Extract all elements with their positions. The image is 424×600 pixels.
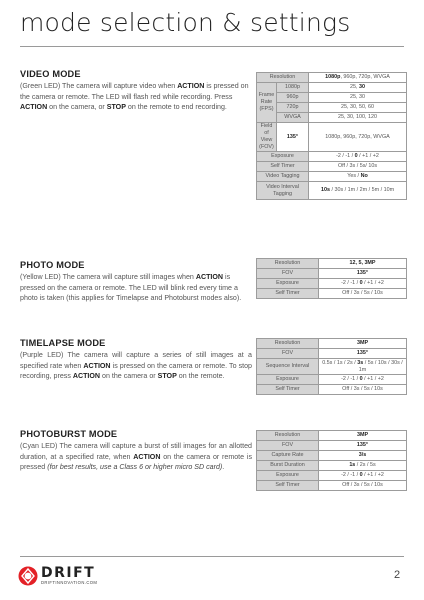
settings-row <box>257 375 407 385</box>
setting-value <box>319 269 407 279</box>
settings-row <box>257 461 407 471</box>
video-fov-label: Field of View (FOV) <box>257 123 277 152</box>
text-run: (Green LED) The camera will capture video when <box>20 82 178 90</box>
frame-rate-value-960p <box>309 93 407 103</box>
timelapse-mode-description <box>20 350 252 382</box>
emphasis-text: 3MP <box>356 432 369 438</box>
text-run: 1080p, 960p, 720p, WVGA <box>325 133 390 140</box>
setting-label: Burst Duration <box>257 461 319 471</box>
setting-value <box>319 441 407 451</box>
settings-row <box>257 349 407 359</box>
setting-value <box>319 451 407 461</box>
text-run: 25, <box>350 84 360 90</box>
video-resolution-label: Resolution <box>257 73 309 83</box>
photo-settings-table <box>256 258 407 299</box>
photoburst-mode-title: PHOTOBURST MODE <box>20 429 118 439</box>
settings-row <box>257 339 407 349</box>
setting-label: Resolution <box>257 431 319 441</box>
settings-row <box>257 259 407 269</box>
setting-value <box>319 279 407 289</box>
video-fov-value <box>309 123 407 152</box>
italic-note: (for best results, use a Class 6 or higher micro SD card) <box>47 463 223 472</box>
frame-rate-res-720p: 720p <box>277 103 309 113</box>
setting-label: Capture Rate <box>257 451 319 461</box>
timelapse-settings-table <box>256 338 407 395</box>
logo-wordmark: DRIFT <box>41 565 96 581</box>
text-run: 25, 30, 50, 60 <box>341 104 374 110</box>
emphasis-text: ACTION <box>72 372 101 381</box>
emphasis-text: 1s <box>349 462 356 468</box>
setting-label: Exposure <box>257 471 319 481</box>
video-self-timer-label: Self Timer <box>257 162 309 172</box>
emphasis-text: 135° <box>356 270 369 276</box>
video-settings-table <box>256 72 407 200</box>
emphasis-text: ACTION <box>133 452 161 461</box>
setting-label: Self Timer <box>257 481 319 491</box>
emphasis-text: 10s <box>320 187 330 193</box>
settings-row <box>257 279 407 289</box>
emphasis-text: 3/s <box>358 452 367 458</box>
photo-mode-title: PHOTO MODE <box>20 260 85 270</box>
frame-rate-res-1080p: 1080p <box>277 83 309 93</box>
drift-logo-mark-icon <box>18 566 38 586</box>
setting-label: Resolution <box>257 259 319 269</box>
emphasis-text: 135° <box>356 442 369 448</box>
video-exposure-label: Exposure <box>257 152 309 162</box>
settings-row <box>257 471 407 481</box>
frame-rate-value-1080p <box>309 83 407 93</box>
text-run: 25, 30 <box>350 94 366 100</box>
setting-value <box>319 461 407 471</box>
video-interval-tagging-value <box>309 182 407 200</box>
video-mode-title: VIDEO MODE <box>20 69 81 79</box>
video-self-timer-value <box>309 162 407 172</box>
photoburst-settings-table <box>256 430 407 491</box>
text-run: -2 / -1 / <box>341 280 360 286</box>
emphasis-text: ACTION <box>20 103 48 112</box>
text-run: -2 / -1 / <box>341 376 360 382</box>
text-run: on the camera or remote is pressed <box>20 452 252 472</box>
emphasis-text: No <box>360 173 368 179</box>
emphasis-text: 135° <box>356 350 369 356</box>
text-run: on the remote. <box>176 372 225 381</box>
logo-url: DRIFTINNOVATION.COM <box>41 580 98 585</box>
photo-mode-description <box>20 272 252 304</box>
emphasis-text: ACTION <box>177 82 205 90</box>
text-run: . <box>222 463 225 472</box>
text-run: (Cyan LED) The camera will capture a burst of still images for an allotted duration, at a specified rate, when <box>20 442 252 461</box>
text-run: Off / 3s / 5s/ 10s <box>337 163 378 169</box>
video-interval-tagging-label: Video Interval Tagging <box>257 182 309 200</box>
setting-value <box>319 349 407 359</box>
emphasis-text: 1080p <box>325 74 341 80</box>
video-fov-angle: 135° <box>286 133 299 140</box>
setting-label: Self Timer <box>257 385 319 395</box>
video-mode-description <box>20 81 252 113</box>
drift-logo <box>18 566 97 586</box>
setting-value <box>319 259 407 269</box>
text-run: is pressed on the camera or remote. To stop recording, press <box>20 361 252 381</box>
header-divider <box>20 46 404 47</box>
photoburst-mode-section <box>20 429 252 473</box>
text-run: on the remote to end recording. <box>125 103 227 112</box>
setting-value <box>319 431 407 441</box>
setting-value <box>319 339 407 349</box>
setting-label: FOV <box>257 269 319 279</box>
setting-label: FOV <box>257 349 319 359</box>
setting-label: FOV <box>257 441 319 451</box>
text-run: / +1 / +2 <box>362 376 384 382</box>
settings-row <box>257 289 407 299</box>
emphasis-text: STOP <box>106 103 126 112</box>
frame-rate-res-wvga: WVGA <box>277 113 309 123</box>
text-run: (Yellow LED) The camera will capture still images when <box>20 273 196 281</box>
emphasis-text: 12, 5, 3MP <box>349 260 376 266</box>
text-run: / +1 / +2 <box>362 280 384 286</box>
text-run: is pressed on the camera or remote. The LED will blink red every time a photo is taken (this applies for Timelapse and Photoburst modes also). <box>20 273 242 303</box>
frame-rate-value-wvga <box>309 113 407 123</box>
frame-rate-value-720p <box>309 103 407 113</box>
emphasis-text: STOP <box>157 372 177 381</box>
emphasis-text: 0 <box>354 153 358 159</box>
text-run: / +1 / +2 <box>357 153 379 159</box>
video-tagging-value <box>309 172 407 182</box>
setting-label: Self Timer <box>257 289 319 299</box>
emphasis-text: 0 <box>359 376 363 382</box>
text-run: (Purple LED) The camera will capture a series of still images at a specified rate when <box>20 351 252 370</box>
text-run: 0.5s / 1s / 2s / <box>322 359 358 366</box>
setting-value <box>319 385 407 395</box>
photo-mode-section <box>20 260 252 304</box>
text-run: / 5s / 10s / 30s / 1m <box>358 359 403 373</box>
text-run: , 960p, 720p, WVGA <box>340 74 390 80</box>
video-frame-rate-label: Frame Rate (FPS) <box>257 83 277 123</box>
emphasis-text: ACTION <box>83 361 111 370</box>
emphasis-text: 3MP <box>356 340 369 346</box>
text-run: on the camera, or <box>47 103 107 112</box>
setting-value <box>319 375 407 385</box>
timelapse-mode-section <box>20 338 252 382</box>
video-mode-section <box>20 69 252 113</box>
emphasis-text: 0 <box>359 472 363 478</box>
settings-row <box>257 385 407 395</box>
setting-label: Sequence Interval <box>257 359 319 375</box>
settings-row <box>257 481 407 491</box>
text-run: / +1 / +2 <box>362 472 384 478</box>
video-resolution-value <box>309 73 407 83</box>
text-run: / 30s / 1m / 2m / 5m / 10m <box>329 187 395 193</box>
photoburst-mode-description <box>20 441 252 473</box>
video-exposure-value <box>309 152 407 162</box>
settings-row <box>257 441 407 451</box>
frame-rate-res-960p: 960p <box>277 93 309 103</box>
setting-label: Exposure <box>257 279 319 289</box>
text-run: Off / 3s / 5s / 10s <box>342 386 383 392</box>
page-title: mode selection & settings <box>20 8 351 37</box>
emphasis-text: ACTION <box>195 273 224 281</box>
settings-row <box>257 269 407 279</box>
setting-label: Exposure <box>257 375 319 385</box>
setting-value <box>319 481 407 491</box>
text-run: Off / 3s / 5s / 10s <box>342 290 383 296</box>
text-run: on the camera or <box>100 372 158 381</box>
text-run: -2 / -1 / <box>336 153 355 159</box>
setting-value <box>319 289 407 299</box>
settings-row <box>257 359 407 375</box>
text-run: 25, 30, 100, 120 <box>338 114 377 120</box>
video-tagging-label: Video Tagging <box>257 172 309 182</box>
text-run: is pressed on the camera or remote. The LED will flash red while recording. Press <box>20 82 249 101</box>
settings-row <box>257 431 407 441</box>
settings-row <box>257 451 407 461</box>
emphasis-text: 3s <box>357 359 364 366</box>
footer-divider <box>20 556 404 557</box>
page-number: 2 <box>394 569 401 581</box>
text-run: / 2s / 5s <box>355 462 376 468</box>
text-run: Yes / <box>347 173 361 179</box>
setting-value <box>319 359 407 375</box>
text-run: -2 / -1 / <box>341 472 360 478</box>
timelapse-mode-title: TIMELAPSE MODE <box>20 338 106 348</box>
emphasis-text: 30 <box>359 84 366 90</box>
text-run: Off / 3s / 5s / 10s <box>342 482 383 488</box>
emphasis-text: 0 <box>359 280 363 286</box>
setting-label: Resolution <box>257 339 319 349</box>
setting-value <box>319 471 407 481</box>
